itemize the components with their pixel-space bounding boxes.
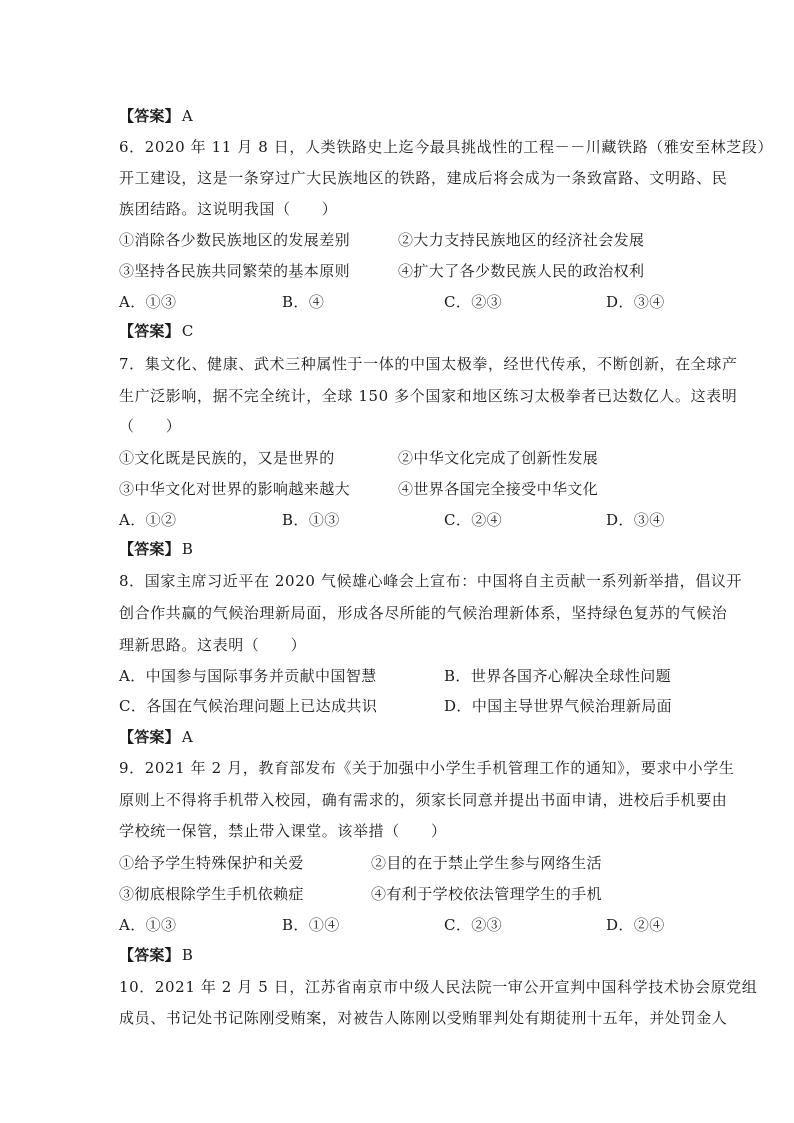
answer-line [119, 945, 193, 965]
choice-b: B．①④ [282, 916, 340, 934]
statement-item: ③彻底根除学生手机依赖症 [119, 885, 304, 903]
answer-label: 【答案】 [119, 107, 180, 125]
choice-d: D．②④ [606, 916, 665, 934]
answer-label: 【答案】 [119, 728, 180, 746]
answer-line [119, 106, 193, 126]
answer-line [119, 539, 193, 559]
statement-item: ②中华文化完成了创新性发展 [398, 449, 599, 467]
answer-line [119, 727, 193, 747]
statement-item: ④世界各国完全接受中华文化 [398, 480, 599, 498]
statement-item: ①消除各少数民族地区的发展差别 [119, 231, 351, 249]
choice-b: B．①③ [282, 511, 340, 529]
question-9-line-2: 原则上不得将手机带入校园，确有需求的，须家长同意并提出书面申请，进校后手机要由 [119, 791, 728, 809]
answer-value: B [181, 540, 194, 558]
statement-item: ③中华文化对世界的影响越来越大 [119, 480, 351, 498]
choice-a: A．中国参与国际事务并贡献中国智慧 [119, 667, 377, 685]
answer-value: C [181, 322, 194, 340]
choice-b: B．世界各国齐心解决全球性问题 [444, 667, 672, 685]
question-10-line-1: 10．2021 年 2 月 5 日，江苏省南京市中级人民法院一审公开宣判中国科学技术协会原党组 [119, 978, 758, 996]
answer-value: A [181, 728, 193, 746]
statement-item: ②目的在于禁止学生参与网络生活 [371, 854, 603, 872]
statement-item: ④扩大了各少数民族人民的政治权利 [398, 262, 645, 280]
question-9-line-3: 学校统一保管，禁止带入课堂。该举措（ ） [119, 822, 447, 840]
answer-label: 【答案】 [119, 540, 180, 558]
choice-a: A．①② [119, 511, 177, 529]
question-7-line-2: 生广泛影响，据不完全统计，全球 150 多个国家和地区练习太极拳者已达数亿人。这表明 [119, 387, 738, 405]
statement-item: ④有利于学校依法管理学生的手机 [371, 885, 603, 903]
choice-a: A．①③ [119, 293, 177, 311]
statement-item: ②大力支持民族地区的经济社会发展 [398, 231, 645, 249]
choice-a: A．①③ [119, 916, 177, 934]
answer-label: 【答案】 [119, 322, 180, 340]
choice-d: D．中国主导世界气候治理新局面 [444, 697, 673, 715]
statement-item: ①文化既是民族的，又是世界的 [119, 449, 335, 467]
question-8-line-3: 理新思路。这表明（ ） [119, 636, 307, 654]
question-10-line-2: 成员、书记处书记陈刚受贿案，对被告人陈刚以受贿罪判处有期徒刑十五年，并处罚金人 [119, 1009, 728, 1027]
answer-line [119, 321, 194, 341]
question-7-line-1: 7．集文化、健康、武术三种属性于一体的中国太极拳，经世代传承，不断创新，在全球产 [119, 355, 738, 373]
choice-b: B．④ [282, 293, 325, 311]
answer-value: A [181, 107, 193, 125]
choice-c: C．各国在气候治理问题上已达成共识 [119, 697, 378, 715]
question-6-line-3: 族团结路。这说明我国（ ） [119, 200, 338, 218]
question-6-line-2: 开工建设，这是一条穿过广大民族地区的铁路，建成后将会成为一条致富路、文明路、民 [119, 169, 728, 187]
question-8-line-1: 8．国家主席习近平在 2020 气候雄心峰会上宣布：中国将自主贡献一系列新举措，倡议开 [119, 572, 743, 590]
choice-c: C．②③ [444, 916, 503, 934]
answer-label: 【答案】 [119, 946, 180, 964]
question-8-line-2: 创合作共赢的气候治理新局面，形成各尽所能的气候治理新体系，坚持绿色复苏的气候治 [119, 604, 728, 622]
choice-d: D．③④ [606, 293, 665, 311]
statement-item: ①给予学生特殊保护和关爱 [119, 854, 304, 872]
choice-c: C．②④ [444, 511, 503, 529]
question-6-line-1: 6．2020 年 11 月 8 日，人类铁路史上迄今最具挑战性的工程－－川藏铁路（雅安至林芝段） [119, 138, 773, 156]
question-9-line-1: 9．2021 年 2 月，教育部发布《关于加强中小学生手机管理工作的通知》，要求中小学生 [119, 759, 735, 777]
statement-item: ③坚持各民族共同繁荣的基本原则 [119, 262, 351, 280]
choice-d: D．③④ [606, 511, 665, 529]
question-7-line-3: （ ） [119, 417, 182, 435]
choice-c: C．②③ [444, 293, 503, 311]
answer-value: B [181, 946, 194, 964]
